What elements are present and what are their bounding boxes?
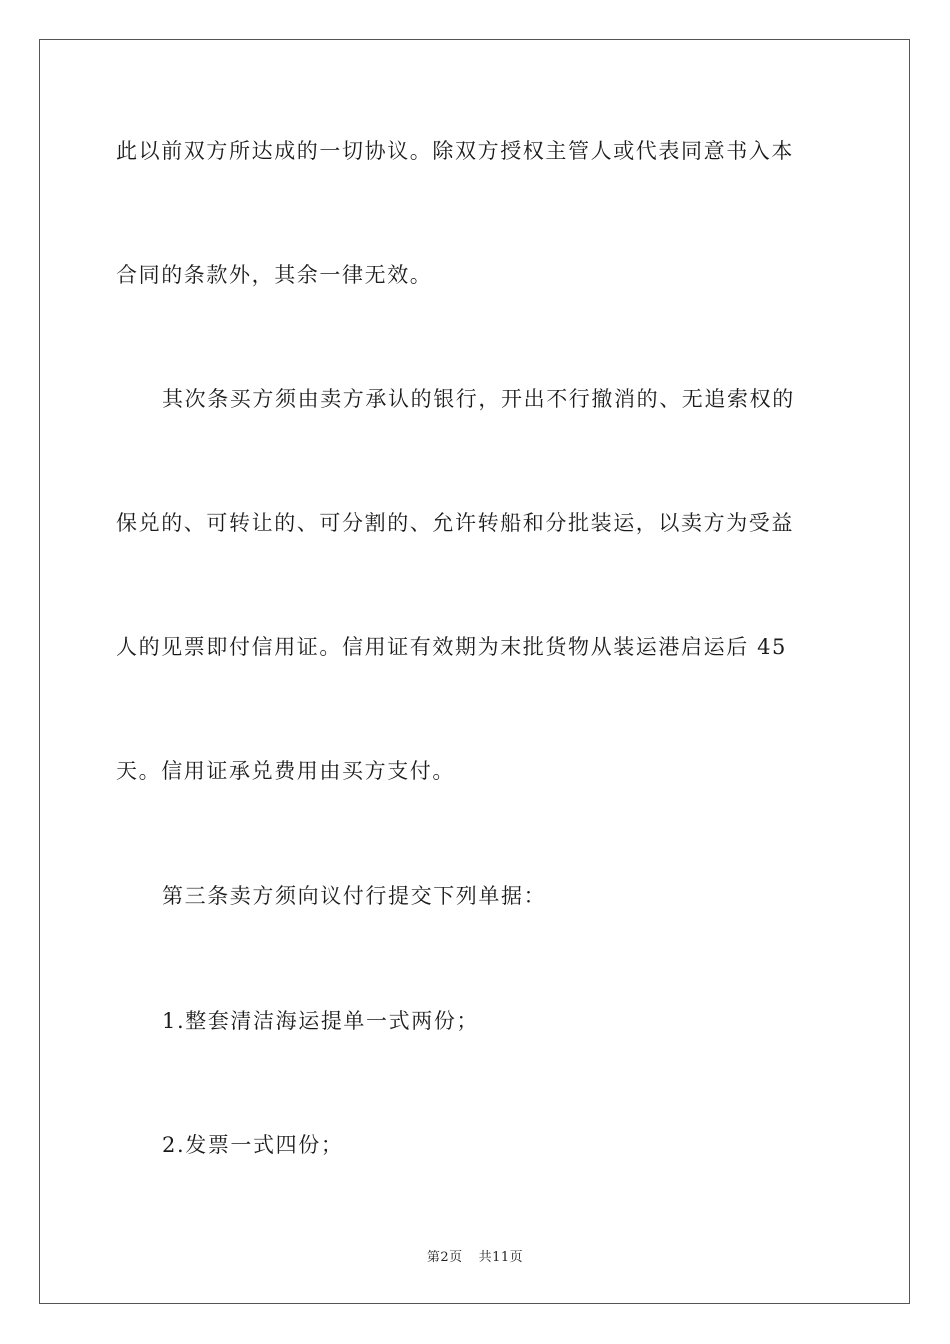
paragraph-line: 人的见票即付信用证。信用证有效期为末批货物从装运港启运后 45 [116,635,787,659]
paragraph-line: 天。信用证承兑费用由买方支付。 [116,759,455,783]
page-total: 共11页 [478,1250,524,1265]
page-number: 第2页 [426,1250,463,1265]
page-border [39,39,910,1304]
paragraph-line: 第三条卖方须向议付行提交下列单据： [162,884,547,908]
page-footer [0,1246,950,1265]
paragraph-line: 合同的条款外，其余一律无效。 [116,263,433,287]
paragraph-line: 其次条买方须由卖方承认的银行，开出不行撤消的、无追索权的 [162,387,795,411]
list-item: 1.整套清洁海运提单一式两份； [162,1009,480,1033]
list-item: 2.发票一式四份； [162,1133,344,1157]
paragraph-line: 此以前双方所达成的一切协议。除双方授权主管人或代表同意书入本 [116,139,794,163]
paragraph-line: 保兑的、可转让的、可分割的、允许转船和分批装运，以卖方为受益 [116,511,794,535]
